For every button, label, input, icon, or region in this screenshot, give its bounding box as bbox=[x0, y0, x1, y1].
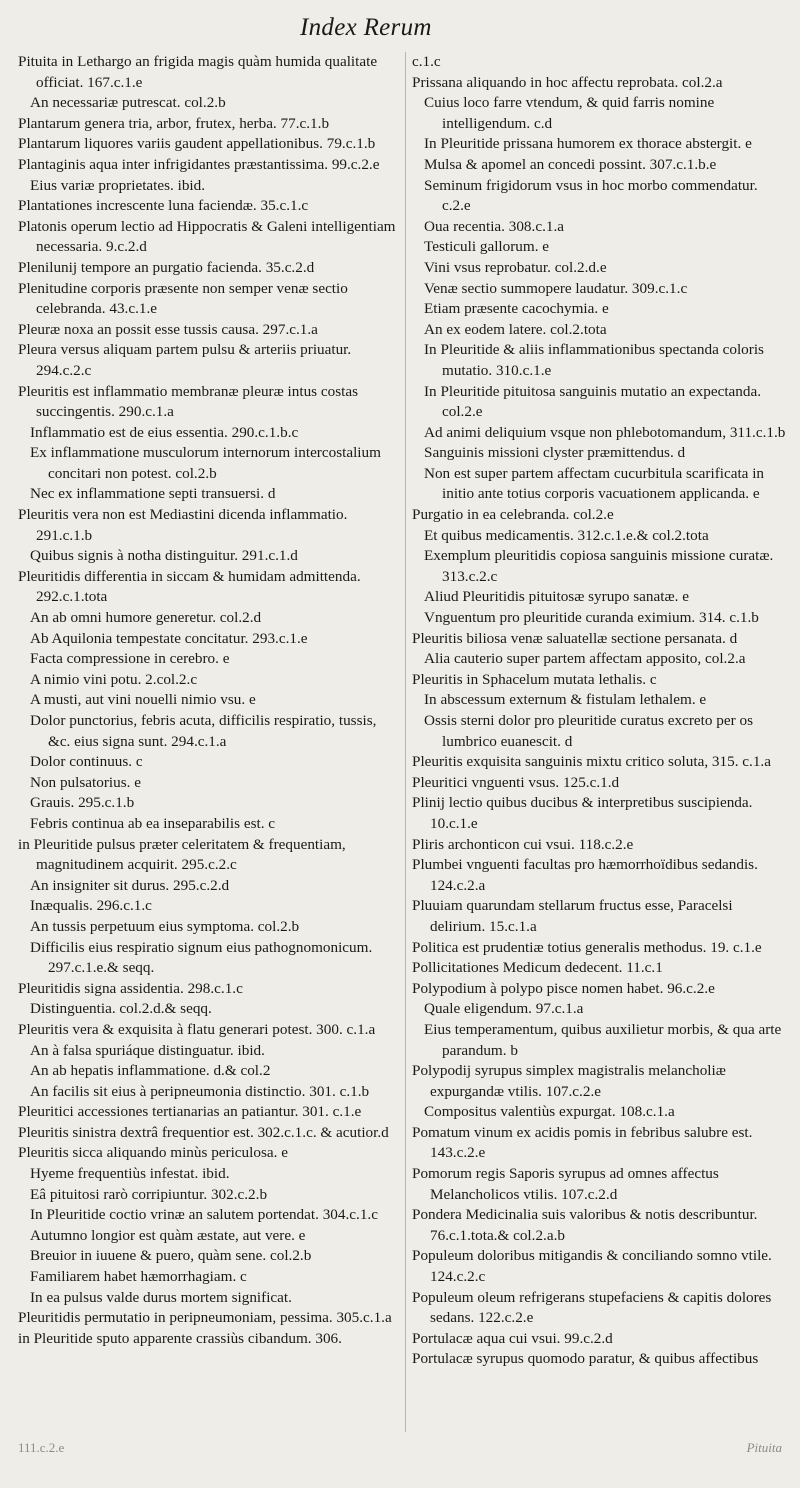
index-entry: Ad animi deliquium vsque non phlebotomandum, 311.c.1.b bbox=[424, 423, 786, 441]
index-entry: Seminum frigidorum vsus in hoc morbo commendatur. c.2.e bbox=[424, 176, 758, 215]
index-entry: Politica est prudentiæ totius generalis methodus. 19. c.1.e bbox=[412, 938, 762, 956]
index-entry: Pleuritis vera & exquisita à flatu generari potest. 300. c.1.a bbox=[18, 1020, 376, 1038]
index-entry: Purgatio in ea celebranda. col.2.e bbox=[412, 506, 614, 524]
index-entry: Pleuritis biliosa venæ saluatellæ sectione persanata. d bbox=[412, 629, 738, 647]
index-entry: Polypodij syrupus simplex magistralis melancholiæ expurgandæ vtilis. 107.c.2.e bbox=[412, 1062, 726, 1100]
index-entry: An ab omni humore generetur. col.2.d bbox=[30, 609, 262, 627]
index-entry: Plumbei vnguenti facultas pro hæmorrhoïdibus sedandis. 124.c.2.a bbox=[412, 856, 758, 894]
index-entry: Pleuritidis signa assidentia. 298.c.1.c bbox=[18, 979, 243, 997]
index-entry: Pollicitationes Medicum dedecent. 11.c.1 bbox=[412, 959, 663, 977]
index-entry: Pleuritici vnguenti vsus. 125.c.1.d bbox=[412, 773, 620, 791]
index-entry: Non est super partem affectam cucurbitula scarificata in initio ante totius corporis vacuationem applicanda. e bbox=[424, 464, 765, 503]
index-entry: Facta compressione in cerebro. e bbox=[30, 650, 230, 668]
index-entry: In Pleuritide coctio vrinæ an salutem portendat. 304.c.1.c bbox=[30, 1206, 378, 1224]
index-entry: Alia cauterio super partem affectam apposito, col.2.a bbox=[424, 650, 746, 668]
index-entry: Vnguentum pro pleuritide curanda eximium. 314. c.1.b bbox=[424, 609, 759, 627]
index-entry: in Pleuritide sputo apparente crassiùs cibandum. 306. bbox=[18, 1329, 342, 1347]
index-entry: Ex inflammatione musculorum internorum intercostalium concitari non potest. col.2.b bbox=[30, 444, 381, 482]
index-entry: Plenilunij tempore an purgatio facienda. 35.c.2.d bbox=[18, 258, 315, 276]
index-entry: Pomorum regis Saporis syrupus ad omnes affectus Melancholicos vtilis. 107.c.2.d bbox=[412, 1165, 719, 1203]
index-entry: Cuius loco farre vtendum, & quid farris nomine intelligendum. c.d bbox=[424, 94, 715, 132]
index-entry: c.1.c bbox=[412, 53, 441, 70]
index-entry: Autumno longior est quàm æstate, aut vere. e bbox=[30, 1226, 306, 1244]
index-entry: Eius temperamentum, quibus auxilietur morbis, & qua arte parandum. b bbox=[424, 1020, 782, 1059]
index-entry: Prissana aliquando in hoc affectu reprobata. col.2.a bbox=[412, 73, 723, 91]
index-entry: In Pleuritide & aliis inflammationibus spectanda coloris mutatio. 310.c.1.e bbox=[424, 341, 764, 379]
index-entry: Ossis sterni dolor pro pleuritide curatus excreto per os lumbrico euanescit. d bbox=[424, 712, 753, 750]
index-entry: Familiarem habet hæmorrhagiam. c bbox=[30, 1268, 247, 1286]
index-entry: An ab hepatis inflammatione. d.& col.2 bbox=[30, 1062, 271, 1080]
index-entry: Pleuritis est inflammatio membranæ pleuræ intus costas succingentis. 290.c.1.a bbox=[18, 382, 358, 421]
index-entry: Pleuritis sicca aliquando minùs periculosa. e bbox=[18, 1144, 288, 1162]
index-entry: Polypodium à polypo pisce nomen habet. 96.c.2.e bbox=[412, 979, 715, 997]
footer-left: 111.c.2.e bbox=[18, 1440, 65, 1455]
index-entry: Portulacæ syrupus quomodo paratur, & quibus affectibus bbox=[412, 1350, 759, 1368]
index-entry: Et quibus medicamentis. 312.c.1.e.& col.2.tota bbox=[424, 526, 709, 544]
index-entry: An tussis perpetuum eius symptoma. col.2.b bbox=[30, 917, 300, 935]
index-entry: An à falsa spuriáque distinguatur. ibid. bbox=[30, 1041, 265, 1059]
right-column bbox=[412, 52, 790, 1370]
index-entry: Non pulsatorius. e bbox=[30, 773, 141, 791]
index-entry: A musti, aut vini nouelli nimio vsu. e bbox=[30, 691, 256, 709]
index-entry: Venæ sectio summopere laudatur. 309.c.1.c bbox=[424, 279, 688, 297]
index-entry: Plantarum genera tria, arbor, frutex, herba. 77.c.1.b bbox=[18, 114, 330, 132]
index-entry: Dolor punctorius, febris acuta, difficilis respiratio, tussis, &c. eius signa sunt. 294.c.1.a bbox=[30, 712, 377, 750]
index-entry: A nimio vini potu. 2.col.2.c bbox=[30, 670, 198, 688]
index-entry: Populeum doloribus mitigandis & conciliando somno vtile. 124.c.2.c bbox=[412, 1247, 772, 1286]
page-header: Index Rerum bbox=[300, 14, 432, 41]
index-entry: Plenitudine corporis præsente non semper venæ sectio celebranda. 43.c.1.e bbox=[18, 279, 348, 318]
index-entry: Eâ pituitosi rarò corripiuntur. 302.c.2.b bbox=[30, 1185, 268, 1203]
index-entry: Nec ex inflammatione septi transuersi. d bbox=[30, 485, 276, 503]
index-entry: In ea pulsus valde durus mortem significat. bbox=[30, 1288, 292, 1306]
index-entry: An insigniter sit durus. 295.c.2.d bbox=[30, 876, 230, 894]
index-entry: Mulsa & apomel an concedi possint. 307.c.1.b.e bbox=[424, 155, 717, 173]
index-entry: in Pleuritide pulsus præter celeritatem & frequentiam, magnitudinem acquirit. 295.c.2.c bbox=[18, 835, 346, 874]
index-entry: Pliris archonticon cui vsui. 118.c.2.e bbox=[412, 835, 634, 853]
index-entry: Quale eligendum. 97.c.1.a bbox=[424, 1000, 584, 1018]
index-entry: Eius variæ proprietates. ibid. bbox=[30, 176, 206, 194]
index-entry: Pleura versus aliquam partem pulsu & arteriis priuatur. 294.c.2.c bbox=[18, 341, 352, 379]
index-entry: Difficilis eius respiratio signum eius pathognomonicum. 297.c.1.e.& seqq. bbox=[30, 938, 373, 977]
index-entry: Platonis operum lectio ad Hippocratis & Galeni intelligentiam necessaria. 9.c.2.d bbox=[18, 217, 396, 256]
index-entry: Plantarum liquores variis gaudent appellationibus. 79.c.1.b bbox=[18, 135, 376, 153]
index-entry: Pleuritis exquisita sanguinis mixtu critico soluta, 315. c.1.a bbox=[412, 753, 771, 771]
index-entry: Plantaginis aqua inter infrigidantes præstantissima. 99.c.2.e bbox=[18, 155, 380, 173]
index-entry: Etiam præsente cacochymia. e bbox=[424, 300, 609, 318]
index-entry: Inflammatio est de eius essentia. 290.c.1.b.c bbox=[30, 423, 299, 441]
index-entry: Compositus valentiùs expurgat. 108.c.1.a bbox=[424, 1103, 675, 1121]
index-entry: Pleuritidis differentia in siccam & humidam admittenda. 292.c.1.tota bbox=[18, 567, 361, 606]
index-entry: Pleuritis in Sphacelum mutata lethalis. c bbox=[412, 670, 657, 688]
index-entry: Pleuræ noxa an possit esse tussis causa. 297.c.1.a bbox=[18, 320, 318, 338]
index-entry: Distinguentia. col.2.d.& seqq. bbox=[30, 1000, 212, 1018]
index-entry: Populeum oleum refrigerans stupefaciens & capitis dolores sedans. 122.c.2.e bbox=[412, 1288, 772, 1327]
index-entry: An facilis sit eius à peripneumonia distinctio. 301. c.1.b bbox=[30, 1082, 370, 1100]
index-entry: Inæqualis. 296.c.1.c bbox=[30, 897, 152, 915]
index-entry: An ex eodem latere. col.2.tota bbox=[424, 320, 607, 338]
index-entry: Aliud Pleuritidis pituitosæ syrupo sanatæ. e bbox=[424, 588, 689, 606]
index-entry: Pleuritis sinistra dextrâ frequentior est. 302.c.1.c. & acutior.d bbox=[18, 1123, 389, 1141]
index-entry: Plantationes increscente luna faciendæ. 35.c.1.c bbox=[18, 197, 309, 215]
index-entry: Hyeme frequentiùs infestat. ibid. bbox=[30, 1165, 230, 1183]
left-column bbox=[18, 52, 402, 1349]
index-entry: Pituita in Lethargo an frigida magis quàm humida qualitate officiat. 167.c.1.e bbox=[18, 53, 378, 91]
index-entry: Testiculi gallorum. e bbox=[424, 238, 550, 256]
index-entry: In Pleuritide prissana humorem ex thorace abstergit. e bbox=[424, 135, 752, 153]
index-entry: Pondera Medicinalia suis valoribus & notis describuntur. 76.c.1.tota.& col.2.a.b bbox=[412, 1206, 758, 1244]
index-entry: Breuior in iuuene & puero, quàm sene. col.2.b bbox=[30, 1247, 312, 1265]
index-entry: Pomatum vinum ex acidis pomis in febribus salubre est. 143.c.2.e bbox=[412, 1123, 753, 1162]
index-entry: Quibus signis à notha distinguitur. 291.c.1.d bbox=[30, 547, 298, 565]
index-entry: Exemplum pleuritidis copiosa sanguinis missione curatæ. 313.c.2.c bbox=[424, 547, 774, 585]
index-entry: Ab Aquilonia tempestate concitatur. 293.c.1.e bbox=[30, 629, 308, 647]
index-entry: Plinij lectio quibus ducibus & interpretibus suscipienda. 10.c.1.e bbox=[412, 794, 753, 832]
index-entry: Dolor continuus. c bbox=[30, 753, 143, 771]
index-entry: Pleuritici accessiones tertianarias an patiantur. 301. c.1.e bbox=[18, 1103, 362, 1121]
index-entry: Oua recentia. 308.c.1.a bbox=[424, 217, 564, 235]
index-entry: An necessariæ putrescat. col.2.b bbox=[30, 94, 226, 112]
index-entry: Pleuritis vera non est Mediastini dicenda inflammatio. 291.c.1.b bbox=[18, 506, 348, 544]
index-entry: Grauis. 295.c.1.b bbox=[30, 794, 135, 812]
index-entry: In abscessum externum & fistulam lethalem. e bbox=[424, 691, 707, 709]
index-entry: Febris continua ab ea inseparabilis est. c bbox=[30, 814, 276, 832]
index-entry: Vini vsus reprobatur. col.2.d.e bbox=[424, 258, 607, 276]
footer-right: Pituita bbox=[746, 1440, 782, 1455]
index-entry: Sanguinis missioni clyster præmittendus. d bbox=[424, 444, 686, 462]
index-entry: Pluuiam quarundam stellarum fructus esse, Paracelsi delirium. 15.c.1.a bbox=[412, 897, 733, 935]
index-entry: Portulacæ aqua cui vsui. 99.c.2.d bbox=[412, 1329, 613, 1347]
column-divider bbox=[405, 52, 406, 1432]
index-entry: Pleuritidis permutatio in peripneumoniam, pessima. 305.c.1.a bbox=[18, 1309, 392, 1327]
index-entry: In Pleuritide pituitosa sanguinis mutatio an expectanda. col.2.e bbox=[424, 382, 762, 421]
